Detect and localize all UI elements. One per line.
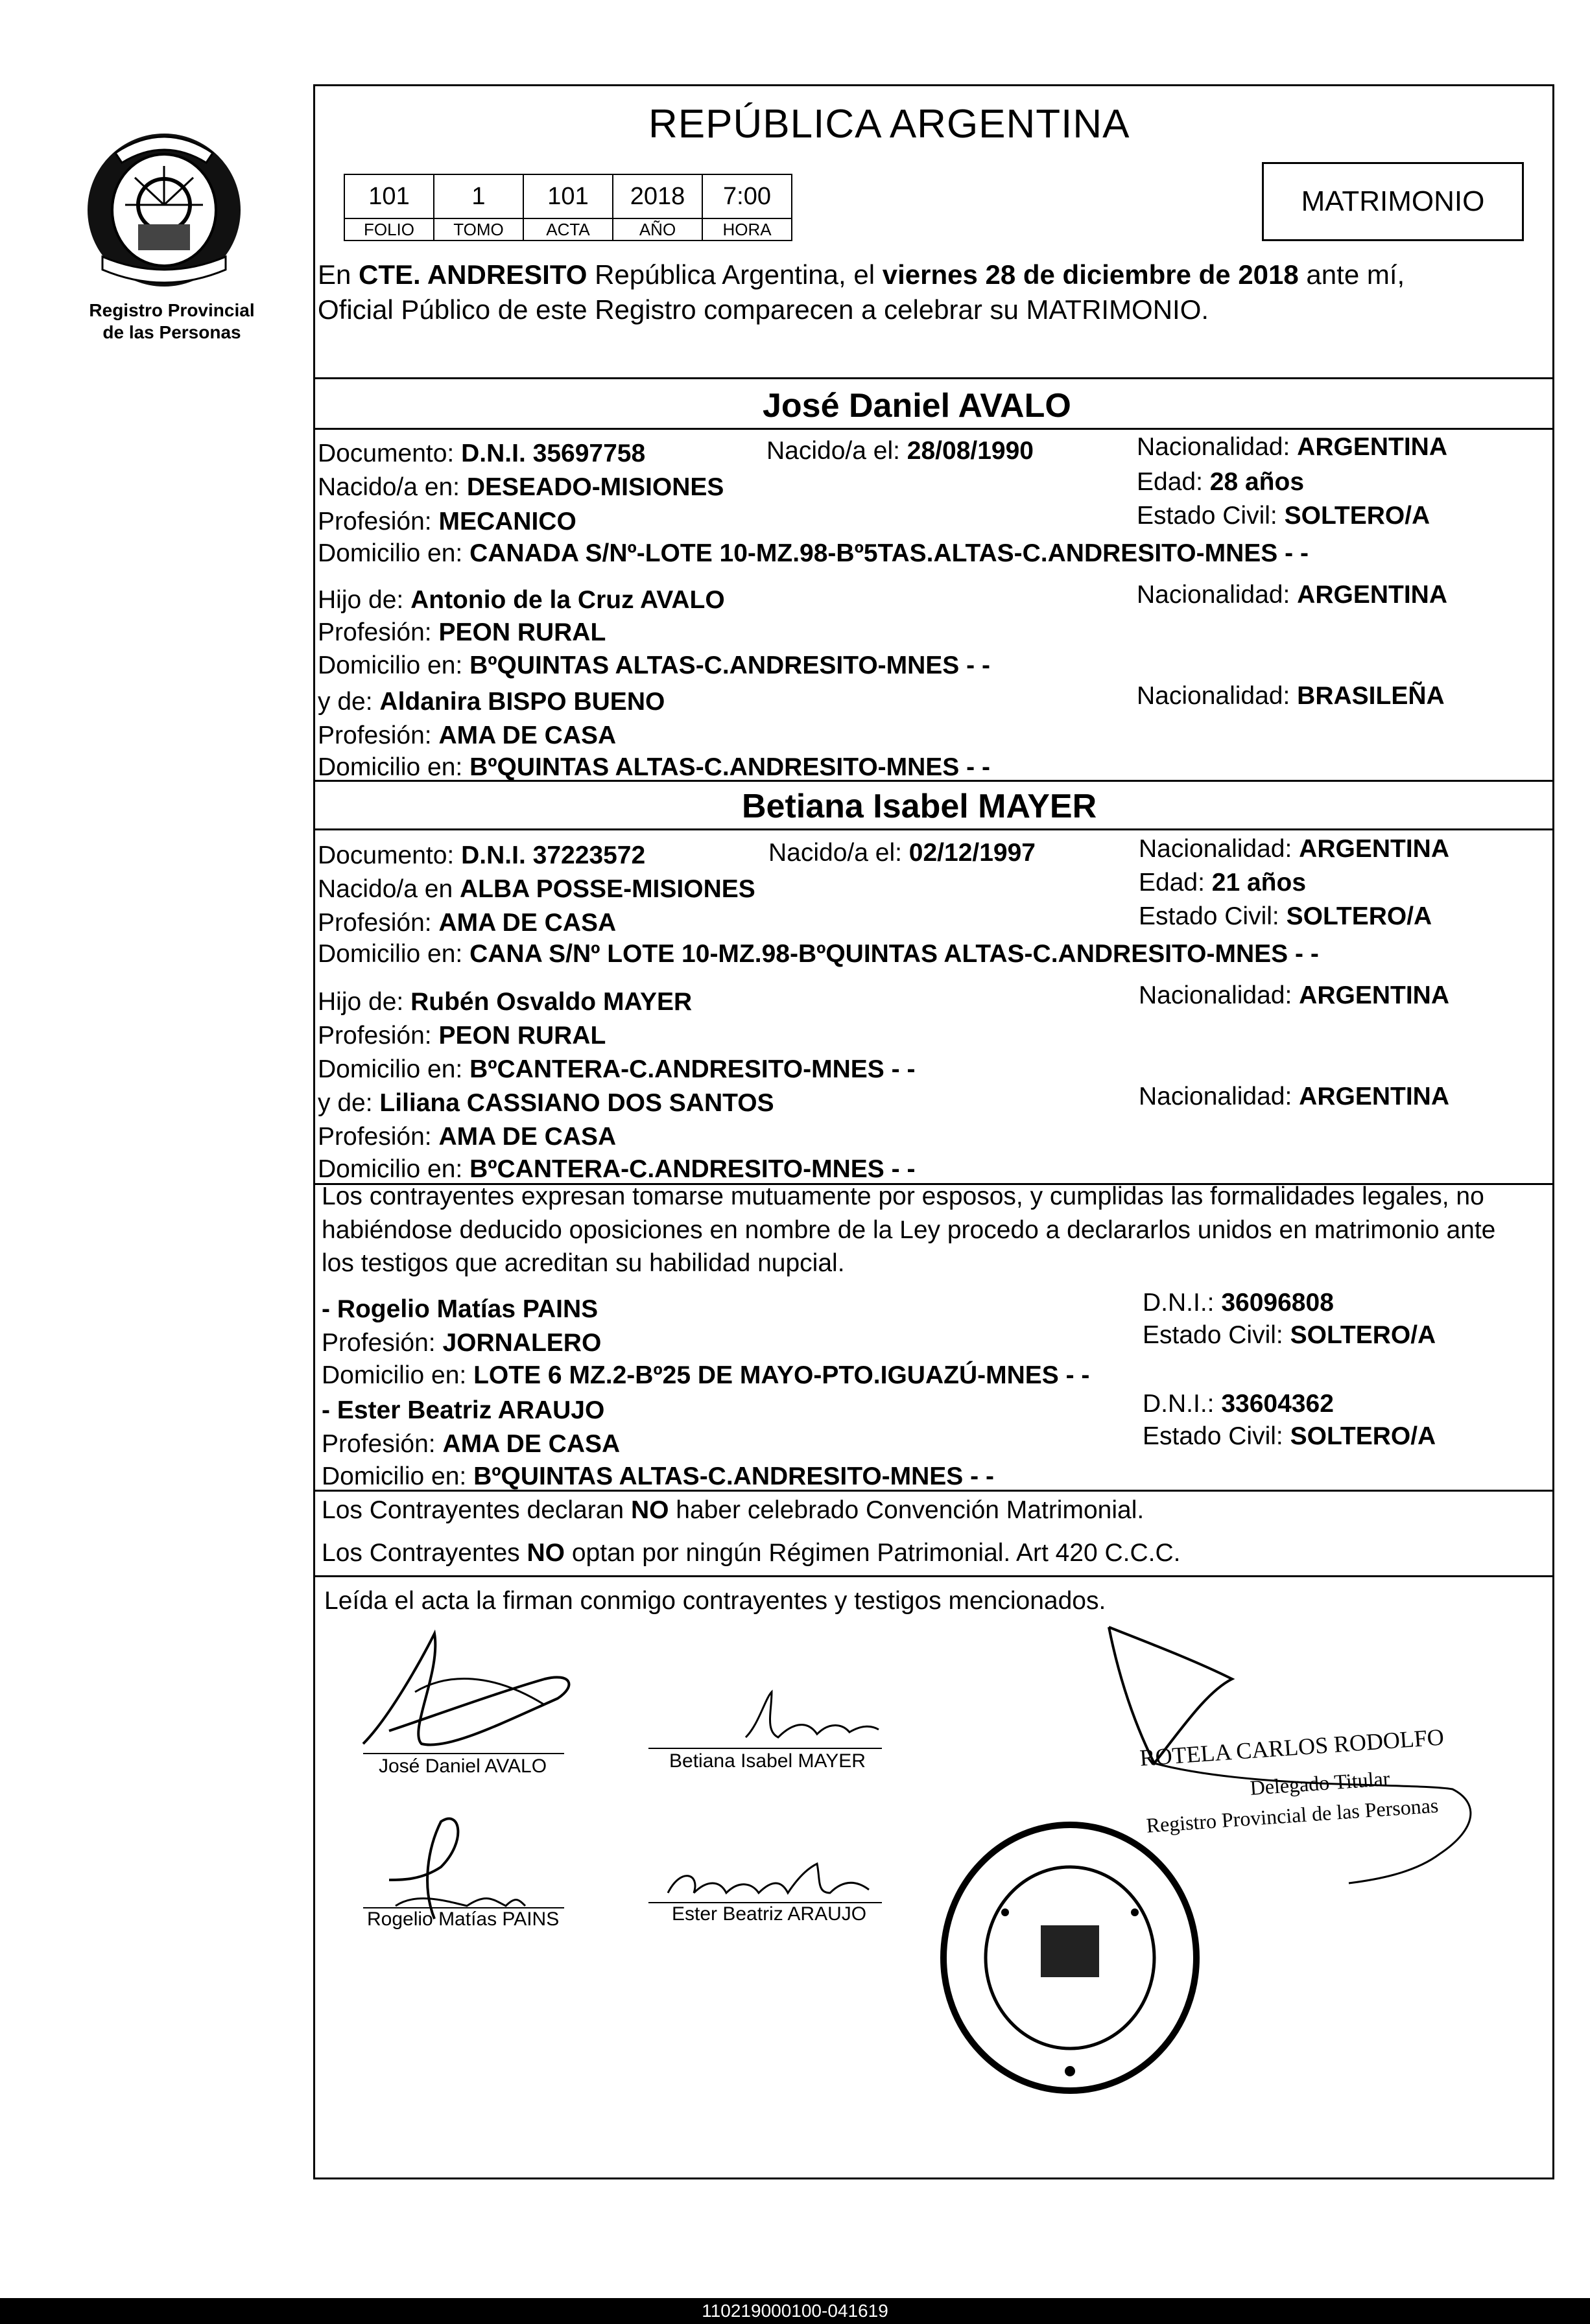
act-type-box: MATRIMONIO [1262,162,1524,241]
folio-label: FOLIO [344,218,434,241]
groom-domicilio: Domicilio en: CANADA S/Nº-LOTE 10-MZ.98-Bº5TAS.ALTAS-C.ANDRESITO-MNES - - [318,539,1309,567]
groom-signature [350,1621,597,1770]
groom-madre: y de: Aldanira BISPO BUENO [318,688,665,716]
logo-caption-line1: Registro Provincial [89,300,255,320]
bride-madre-nacionalidad: Nacionalidad: ARGENTINA [1139,1083,1450,1110]
groom-documento: Documento: D.N.I. 35697758 [318,440,646,467]
logo-caption-line2: de las Personas [102,322,241,342]
acta-value: 101 [523,174,613,218]
groom-nacido-en: Nacido/a en: DESEADO-MISIONES [318,473,724,501]
bride-profesion: Profesión: AMA DE CASA [318,909,617,937]
bride-nacido-en: Nacido/a en ALBA POSSE-MISIONES [318,875,755,903]
bride-signature-line [648,1748,882,1749]
groom-name: José Daniel AVALO [763,387,1071,425]
divider-groom-name [313,428,1554,430]
folio-value: 101 [344,174,434,218]
intro-line2: Oficial Público de este Registro comparecen a celebrar su MATRIMONIO. [318,294,1209,325]
witness2-domicilio: Domicilio en: BºQUINTAS ALTAS-C.ANDRESITO-MNES - - [322,1462,994,1490]
closing-text: Leída el acta la firman conmigo contrayentes y testigos mencionados. [324,1587,1106,1615]
groom-madre-nacionalidad: Nacionalidad: BRASILEÑA [1137,682,1445,710]
bride-padre-nacionalidad: Nacionalidad: ARGENTINA [1139,981,1450,1009]
intro-line1: En CTE. ANDRESITO República Argentina, el viernes 28 de diciembre de 2018 ante mí, [318,259,1405,290]
tomo-label: TOMO [434,218,523,241]
witness1-name: - Rogelio Matías PAINS [322,1295,599,1323]
groom-madre-profesion: Profesión: AMA DE CASA [318,722,617,749]
witness2-name: - Ester Beatriz ARAUJO [322,1396,605,1424]
witness2-estado-civil: Estado Civil: SOLTERO/A [1143,1422,1436,1450]
hora-value: 7:00 [702,174,792,218]
groom-signature-label: José Daniel AVALO [379,1755,547,1777]
bride-name: Betiana Isabel MAYER [742,788,1097,825]
hora-label: HORA [702,218,792,241]
witness1-domicilio: Domicilio en: LOTE 6 MZ.2-Bº25 DE MAYO-PTO.IGUAZÚ-MNES - - [322,1361,1090,1389]
groom-padre-domicilio: Domicilio en: BºQUINTAS ALTAS-C.ANDRESITO-MNES - - [318,651,990,679]
groom-padre-profesion: Profesión: PEON RURAL [318,618,606,646]
groom-profesion: Profesión: MECANICO [318,508,576,535]
declaration-line1: Los contrayentes expresan tomarse mutuamente por esposos, y cumplidas las formalidades legales, no [322,1182,1484,1210]
divider-signatures [313,1575,1554,1577]
bride-padre: Hijo de: Rubén Osvaldo MAYER [318,988,693,1016]
bride-padre-domicilio: Domicilio en: BºCANTERA-C.ANDRESITO-MNES - - [318,1055,916,1083]
bride-estado-civil: Estado Civil: SOLTERO/A [1139,902,1432,930]
document-title: REPÚBLICA ARGENTINA [648,102,1130,147]
logo-caption [65,299,279,344]
divider-bride-name [313,828,1554,830]
bride-domicilio: Domicilio en: CANA S/Nº LOTE 10-MZ.98-BºQUINTAS ALTAS-C.ANDRESITO-MNES - - [318,940,1319,968]
witness1-profesion: Profesión: JORNALERO [322,1329,602,1357]
bride-nacionalidad: Nacionalidad: ARGENTINA [1139,835,1450,863]
convention-line1: Los Contrayentes declaran NO haber celebrado Convención Matrimonial. [322,1496,1145,1524]
bride-signature-label: Betiana Isabel MAYER [669,1750,866,1772]
bride-padre-profesion: Profesión: PEON RURAL [318,1022,606,1050]
witness2-dni: D.N.I.: 33604362 [1143,1390,1334,1418]
declaration-line2: habiéndose deducido oposiciones en nombre de la Ley procedo a declararlos unidos en matrimonio ante [322,1216,1496,1244]
acta-label: ACTA [523,218,613,241]
groom-madre-domicilio: Domicilio en: BºQUINTAS ALTAS-C.ANDRESITO-MNES - - [318,753,990,781]
province-seal-logo [77,127,252,293]
officer-title: Delegado Titular [1249,1766,1391,1800]
witness2-profesion: Profesión: AMA DE CASA [322,1430,621,1458]
anio-label: AÑO [613,218,702,241]
convention-line2: Los Contrayentes NO optan por ningún Régimen Patrimonial. Art 420 C.C.C. [322,1539,1181,1567]
bride-madre: y de: Liliana CASSIANO DOS SANTOS [318,1089,774,1117]
footer-bar [0,2298,1590,2324]
witness1-dni: D.N.I.: 36096808 [1143,1289,1334,1317]
anio-value: 2018 [613,174,702,218]
groom-estado-civil: Estado Civil: SOLTERO/A [1137,502,1430,530]
bride-edad: Edad: 21 años [1139,869,1307,897]
witness1-signature-label: Rogelio Matías PAINS [367,1908,560,1930]
bride-madre-profesion: Profesión: AMA DE CASA [318,1123,617,1151]
groom-padre: Hijo de: Antonio de la Cruz AVALO [318,586,725,614]
official-stamp [934,1815,1206,2100]
divider-header [313,377,1554,379]
witness1-estado-civil: Estado Civil: SOLTERO/A [1143,1321,1436,1349]
officer-office: Registro Provincial de las Personas [1145,1793,1440,1837]
bride-documento: Documento: D.N.I. 37223572 [318,841,646,869]
groom-nacionalidad: Nacionalidad: ARGENTINA [1137,433,1448,461]
groom-edad: Edad: 28 años [1137,468,1305,496]
declaration-line3: los testigos que acreditan su habilidad nupcial. [322,1249,845,1277]
groom-nacido-el: Nacido/a el: 28/08/1990 [766,437,1034,465]
register-table [344,174,792,241]
bride-madre-domicilio: Domicilio en: BºCANTERA-C.ANDRESITO-MNES - - [318,1155,916,1183]
tomo-value: 1 [434,174,523,218]
footer-code: 110219000100-041619 [702,2301,888,2321]
groom-padre-nacionalidad: Nacionalidad: ARGENTINA [1137,581,1448,609]
bride-signature [733,1685,888,1757]
groom-signature-line [363,1753,564,1754]
bride-nacido-el: Nacido/a el: 02/12/1997 [768,839,1036,867]
witness2-signature-label: Ester Beatriz ARAUJO [672,1903,867,1925]
officer-name: ROTELA CARLOS RODOLFO [1139,1724,1445,1771]
